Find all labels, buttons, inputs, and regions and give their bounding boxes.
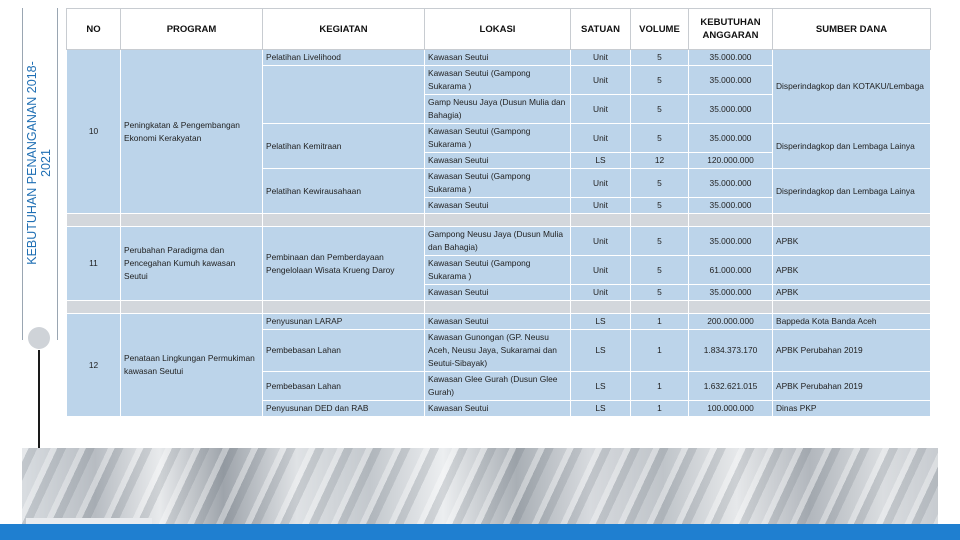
volume-cell: 5 bbox=[631, 50, 689, 66]
lokasi-cell: Kawasan Seutui bbox=[425, 198, 571, 214]
kegiatan-cell: Pelatihan Kewirausahaan bbox=[263, 169, 425, 214]
header-kebutuhan-anggaran: KEBUTUHAN ANGGARAN bbox=[689, 9, 773, 50]
lokasi-cell: Kawasan Seutui (Gampong Sukarama ) bbox=[425, 124, 571, 153]
sumber-cell: Disperindagkop dan Lembaga Lainya bbox=[773, 124, 931, 169]
header-lokasi: LOKASI bbox=[425, 9, 571, 50]
sumber-cell: APBK Perubahan 2019 bbox=[773, 372, 931, 401]
lokasi-cell: Gampong Neusu Jaya (Dusun Mulia dan Bahagia) bbox=[425, 227, 571, 256]
satuan-cell: Unit bbox=[571, 256, 631, 285]
anggaran-cell: 35.000.000 bbox=[689, 285, 773, 301]
lokasi-cell: Kawasan Seutui bbox=[425, 50, 571, 66]
sumber-cell: Disperindagkop dan Lembaga Lainya bbox=[773, 169, 931, 214]
lokasi-cell: Kawasan Seutui bbox=[425, 401, 571, 417]
lokasi-cell: Kawasan Seutui (Gampong Sukarama ) bbox=[425, 66, 571, 95]
sumber-cell: Disperindagkop dan KOTAKU/Lembaga bbox=[773, 50, 931, 124]
anggaran-cell: 120.000.000 bbox=[689, 153, 773, 169]
volume-cell: 1 bbox=[631, 330, 689, 372]
sumber-cell: APBK bbox=[773, 285, 931, 301]
row-number: 11 bbox=[67, 227, 121, 301]
lokasi-cell: Kawasan Seutui bbox=[425, 153, 571, 169]
kegiatan-cell: Pembinaan dan Pemberdayaan Pengelolaan Wisata Krueng Daroy bbox=[263, 227, 425, 301]
satuan-cell: Unit bbox=[571, 169, 631, 198]
anggaran-cell: 1.632.621.015 bbox=[689, 372, 773, 401]
satuan-cell: Unit bbox=[571, 50, 631, 66]
sumber-cell: APBK Perubahan 2019 bbox=[773, 330, 931, 372]
anggaran-cell: 35.000.000 bbox=[689, 198, 773, 214]
table-row bbox=[67, 314, 931, 330]
sumber-cell: APBK bbox=[773, 256, 931, 285]
anggaran-cell: 1.834.373.170 bbox=[689, 330, 773, 372]
sumber-cell: APBK bbox=[773, 227, 931, 256]
volume-cell: 5 bbox=[631, 169, 689, 198]
separator-row bbox=[67, 214, 931, 227]
header-kegiatan: KEGIATAN bbox=[263, 9, 425, 50]
table-row bbox=[67, 227, 931, 256]
anggaran-cell: 35.000.000 bbox=[689, 169, 773, 198]
satuan-cell: Unit bbox=[571, 227, 631, 256]
volume-cell: 5 bbox=[631, 198, 689, 214]
sumber-cell: Dinas PKP bbox=[773, 401, 931, 417]
satuan-cell: LS bbox=[571, 314, 631, 330]
lokasi-cell: Kawasan Glee Gurah (Dusun Glee Gurah) bbox=[425, 372, 571, 401]
budget-table bbox=[66, 8, 931, 417]
volume-cell: 5 bbox=[631, 66, 689, 95]
satuan-cell: Unit bbox=[571, 66, 631, 95]
header-no: NO bbox=[67, 9, 121, 50]
anggaran-cell: 35.000.000 bbox=[689, 95, 773, 124]
anggaran-cell: 35.000.000 bbox=[689, 124, 773, 153]
table-header-row bbox=[67, 9, 931, 50]
decorative-circle bbox=[28, 327, 50, 349]
anggaran-cell: 100.000.000 bbox=[689, 401, 773, 417]
separator-row bbox=[67, 301, 931, 314]
table-row bbox=[67, 50, 931, 66]
kegiatan-cell: Penyusunan DED dan RAB bbox=[263, 401, 425, 417]
footer-accent-bar bbox=[0, 524, 960, 540]
row-number: 12 bbox=[67, 314, 121, 417]
satuan-cell: LS bbox=[571, 401, 631, 417]
lokasi-cell: Kawasan Seutui (Gampong Sukarama ) bbox=[425, 169, 571, 198]
volume-cell: 1 bbox=[631, 314, 689, 330]
header-sumber-dana: SUMBER DANA bbox=[773, 9, 931, 50]
lokasi-cell: Gamp Neusu Jaya (Dusun Mulia dan Bahagia) bbox=[425, 95, 571, 124]
header-program: PROGRAM bbox=[121, 9, 263, 50]
sumber-cell: Bappeda Kota Banda Aceh bbox=[773, 314, 931, 330]
anggaran-cell: 200.000.000 bbox=[689, 314, 773, 330]
satuan-cell: LS bbox=[571, 330, 631, 372]
row-number: 10 bbox=[67, 50, 121, 214]
anggaran-cell: 35.000.000 bbox=[689, 50, 773, 66]
program-cell: Penataan Lingkungan Permukiman kawasan Seutui bbox=[121, 314, 263, 417]
kegiatan-cell: Pelatihan Livelihood bbox=[263, 50, 425, 66]
volume-cell: 1 bbox=[631, 401, 689, 417]
volume-cell: 5 bbox=[631, 124, 689, 153]
decorative-photo-banner bbox=[22, 448, 938, 524]
lokasi-cell: Kawasan Gunongan (GP. Neusu Aceh, Neusu Jaya, Sukaramai dan Seutui-Sibayak) bbox=[425, 330, 571, 372]
side-title-line1: KEBUTUHAN PENANGANAN 2018- bbox=[25, 61, 39, 265]
lokasi-cell: Kawasan Seutui bbox=[425, 314, 571, 330]
side-title bbox=[22, 8, 56, 318]
volume-cell: 12 bbox=[631, 153, 689, 169]
header-satuan: SATUAN bbox=[571, 9, 631, 50]
anggaran-cell: 35.000.000 bbox=[689, 227, 773, 256]
volume-cell: 1 bbox=[631, 372, 689, 401]
lokasi-cell: Kawasan Seutui (Gampong Sukarama ) bbox=[425, 256, 571, 285]
volume-cell: 5 bbox=[631, 285, 689, 301]
header-volume: VOLUME bbox=[631, 9, 689, 50]
kegiatan-cell: Pembebasan Lahan bbox=[263, 372, 425, 401]
volume-cell: 5 bbox=[631, 227, 689, 256]
photo-texture bbox=[22, 448, 938, 524]
satuan-cell: Unit bbox=[571, 285, 631, 301]
kegiatan-cell: Pelatihan Kemitraan bbox=[263, 124, 425, 169]
kegiatan-cell-empty bbox=[263, 66, 425, 124]
satuan-cell: LS bbox=[571, 153, 631, 169]
satuan-cell: LS bbox=[571, 372, 631, 401]
satuan-cell: Unit bbox=[571, 198, 631, 214]
satuan-cell: Unit bbox=[571, 124, 631, 153]
program-cell: Peningkatan & Pengembangan Ekonomi Kerakyatan bbox=[121, 50, 263, 214]
anggaran-cell: 35.000.000 bbox=[689, 66, 773, 95]
side-title-line2: 2021 bbox=[39, 149, 53, 177]
satuan-cell: Unit bbox=[571, 95, 631, 124]
lokasi-cell: Kawasan Seutui bbox=[425, 285, 571, 301]
volume-cell: 5 bbox=[631, 95, 689, 124]
budget-table-container bbox=[66, 8, 930, 417]
kegiatan-cell: Pembebasan Lahan bbox=[263, 330, 425, 372]
kegiatan-cell: Penyusunan LARAP bbox=[263, 314, 425, 330]
anggaran-cell: 61.000.000 bbox=[689, 256, 773, 285]
volume-cell: 5 bbox=[631, 256, 689, 285]
program-cell: Perubahan Paradigma dan Pencegahan Kumuh kawasan Seutui bbox=[121, 227, 263, 301]
